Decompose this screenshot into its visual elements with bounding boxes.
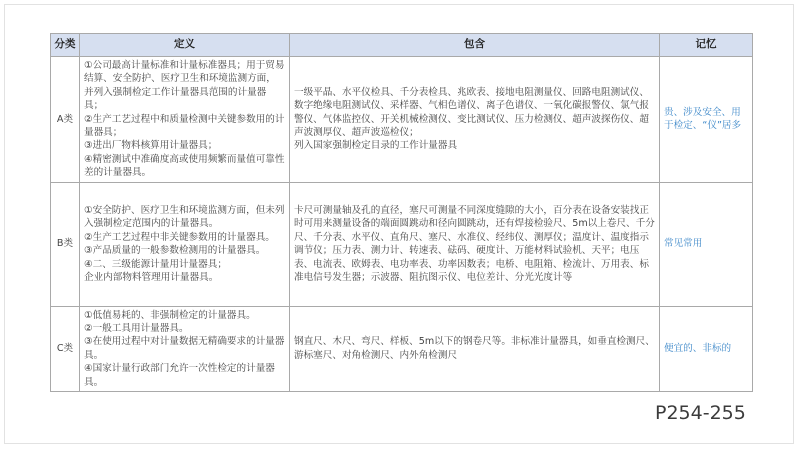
definition-b (80, 182, 290, 306)
definition-b-item: ④二、三级能源计量用计量器具； (84, 258, 227, 270)
definition-a-item: ①公司最高计量标准和计量标准器具；用于贸易结算、安全防护、医疗卫生和环境监测方面，并列入强制检定工作计量器具范围的计量器具； (84, 60, 285, 112)
definition-c-item: ②一般工具用计量器具。 (84, 323, 189, 335)
definition-a-item: ③进出厂物料核算用计量器具； (84, 140, 218, 152)
definition-c-item: ①低值易耗的、非强制检定的计量器具。 (84, 309, 256, 321)
definition-b-item: ③产品质量的一般参数检测用的计量器具。 (84, 245, 266, 257)
definition-c-item: ④国家计量行政部门允许一次性检定的计量器具。 (84, 363, 275, 388)
definition-b-item: 企业内部物料管理用计量器具。 (84, 271, 219, 283)
includes-a-item: 一级平晶、水平仪检具、千分表检具、兆欧表、接地电阻测量仪、回路电阻测试仪、数字绝缘电阻测试仪、采样器、气相色谱仪、离子色谱仪、一氧化碳报警仪、氯气报警仪、气体监控仪、开关机械检测仪、变比测试仪、压力检测仪、超声波探伤仪、超声波测厚仪、超声波巡检仪； (294, 86, 649, 139)
table-row-b (51, 182, 753, 306)
table-row-a (51, 57, 753, 183)
definition-a-item: ④精密测试中准确度高或使用频繁而量值可靠性差的计量器具。 (84, 153, 285, 179)
table-header-row (51, 34, 753, 57)
includes-c-item: 钢直尺、木尺、弯尺、样板、5m以下的钢卷尺等。非标准计量器具，如垂直检测尺、游标塞尺、对角检测尺、内外角检测尺 (294, 336, 655, 361)
includes-b (290, 182, 660, 306)
definition-a (80, 57, 290, 183)
category-a: A类 (51, 57, 80, 183)
page-reference: P254-255 (655, 402, 746, 424)
definition-c (80, 306, 290, 391)
category-b: B类 (51, 182, 80, 306)
category-c: C类 (51, 306, 80, 391)
definition-c-item: ③在使用过程中对计量数据无精确要求的计量器具。 (84, 336, 285, 361)
memo-c: 便宜的、非标的 (660, 306, 753, 391)
includes-b-item: 卡尺可测量轴及孔的直径，塞尺可测量不同深度缝隙的大小，百分表在设备安装找正时可用来测量设备的端面圆跳动和径向圆跳动，还有焊接检验尺、5m以上卷尺、千分尺、千分表、水平仪、直角尺、塞尺、水准仪、经纬仪、测厚仪；温度计、温度指示调节仪；压力表、测力计、转速表、砝码、硬度计、万能材料试验机、天平；电压表、电流表、欧姆表、电功率表、功率因数表；电桥、电阻箱、检流计、万用表、标准电信号发生器；示波器、阻抗图示仪、电位差计、分光光度计等 (294, 204, 655, 283)
includes-c (290, 306, 660, 391)
header-includes: 包含 (290, 34, 660, 57)
definition-b-item: ①安全防护、医疗卫生和环境监测方面，但未列入强制检定范围内的计量器具。 (84, 204, 285, 230)
measuring-instrument-classification-table (50, 33, 753, 392)
header-definition: 定义 (80, 34, 290, 57)
includes-a-item: 列入国家强制检定目录的工作计量器具 (294, 140, 458, 152)
definition-a-item: ②生产工艺过程中和质量检测中关键参数用的计量器具； (84, 113, 285, 139)
definition-b-item: ②生产工艺过程中非关键参数用的计量器具。 (84, 231, 275, 243)
includes-a (290, 57, 660, 183)
memo-a: 贵、涉及安全、用于检定、“仪”居多 (660, 57, 753, 183)
header-category: 分类 (51, 34, 80, 57)
table-row-c (51, 306, 753, 391)
header-memo: 记忆 (660, 34, 753, 57)
memo-b: 常见常用 (660, 182, 753, 306)
